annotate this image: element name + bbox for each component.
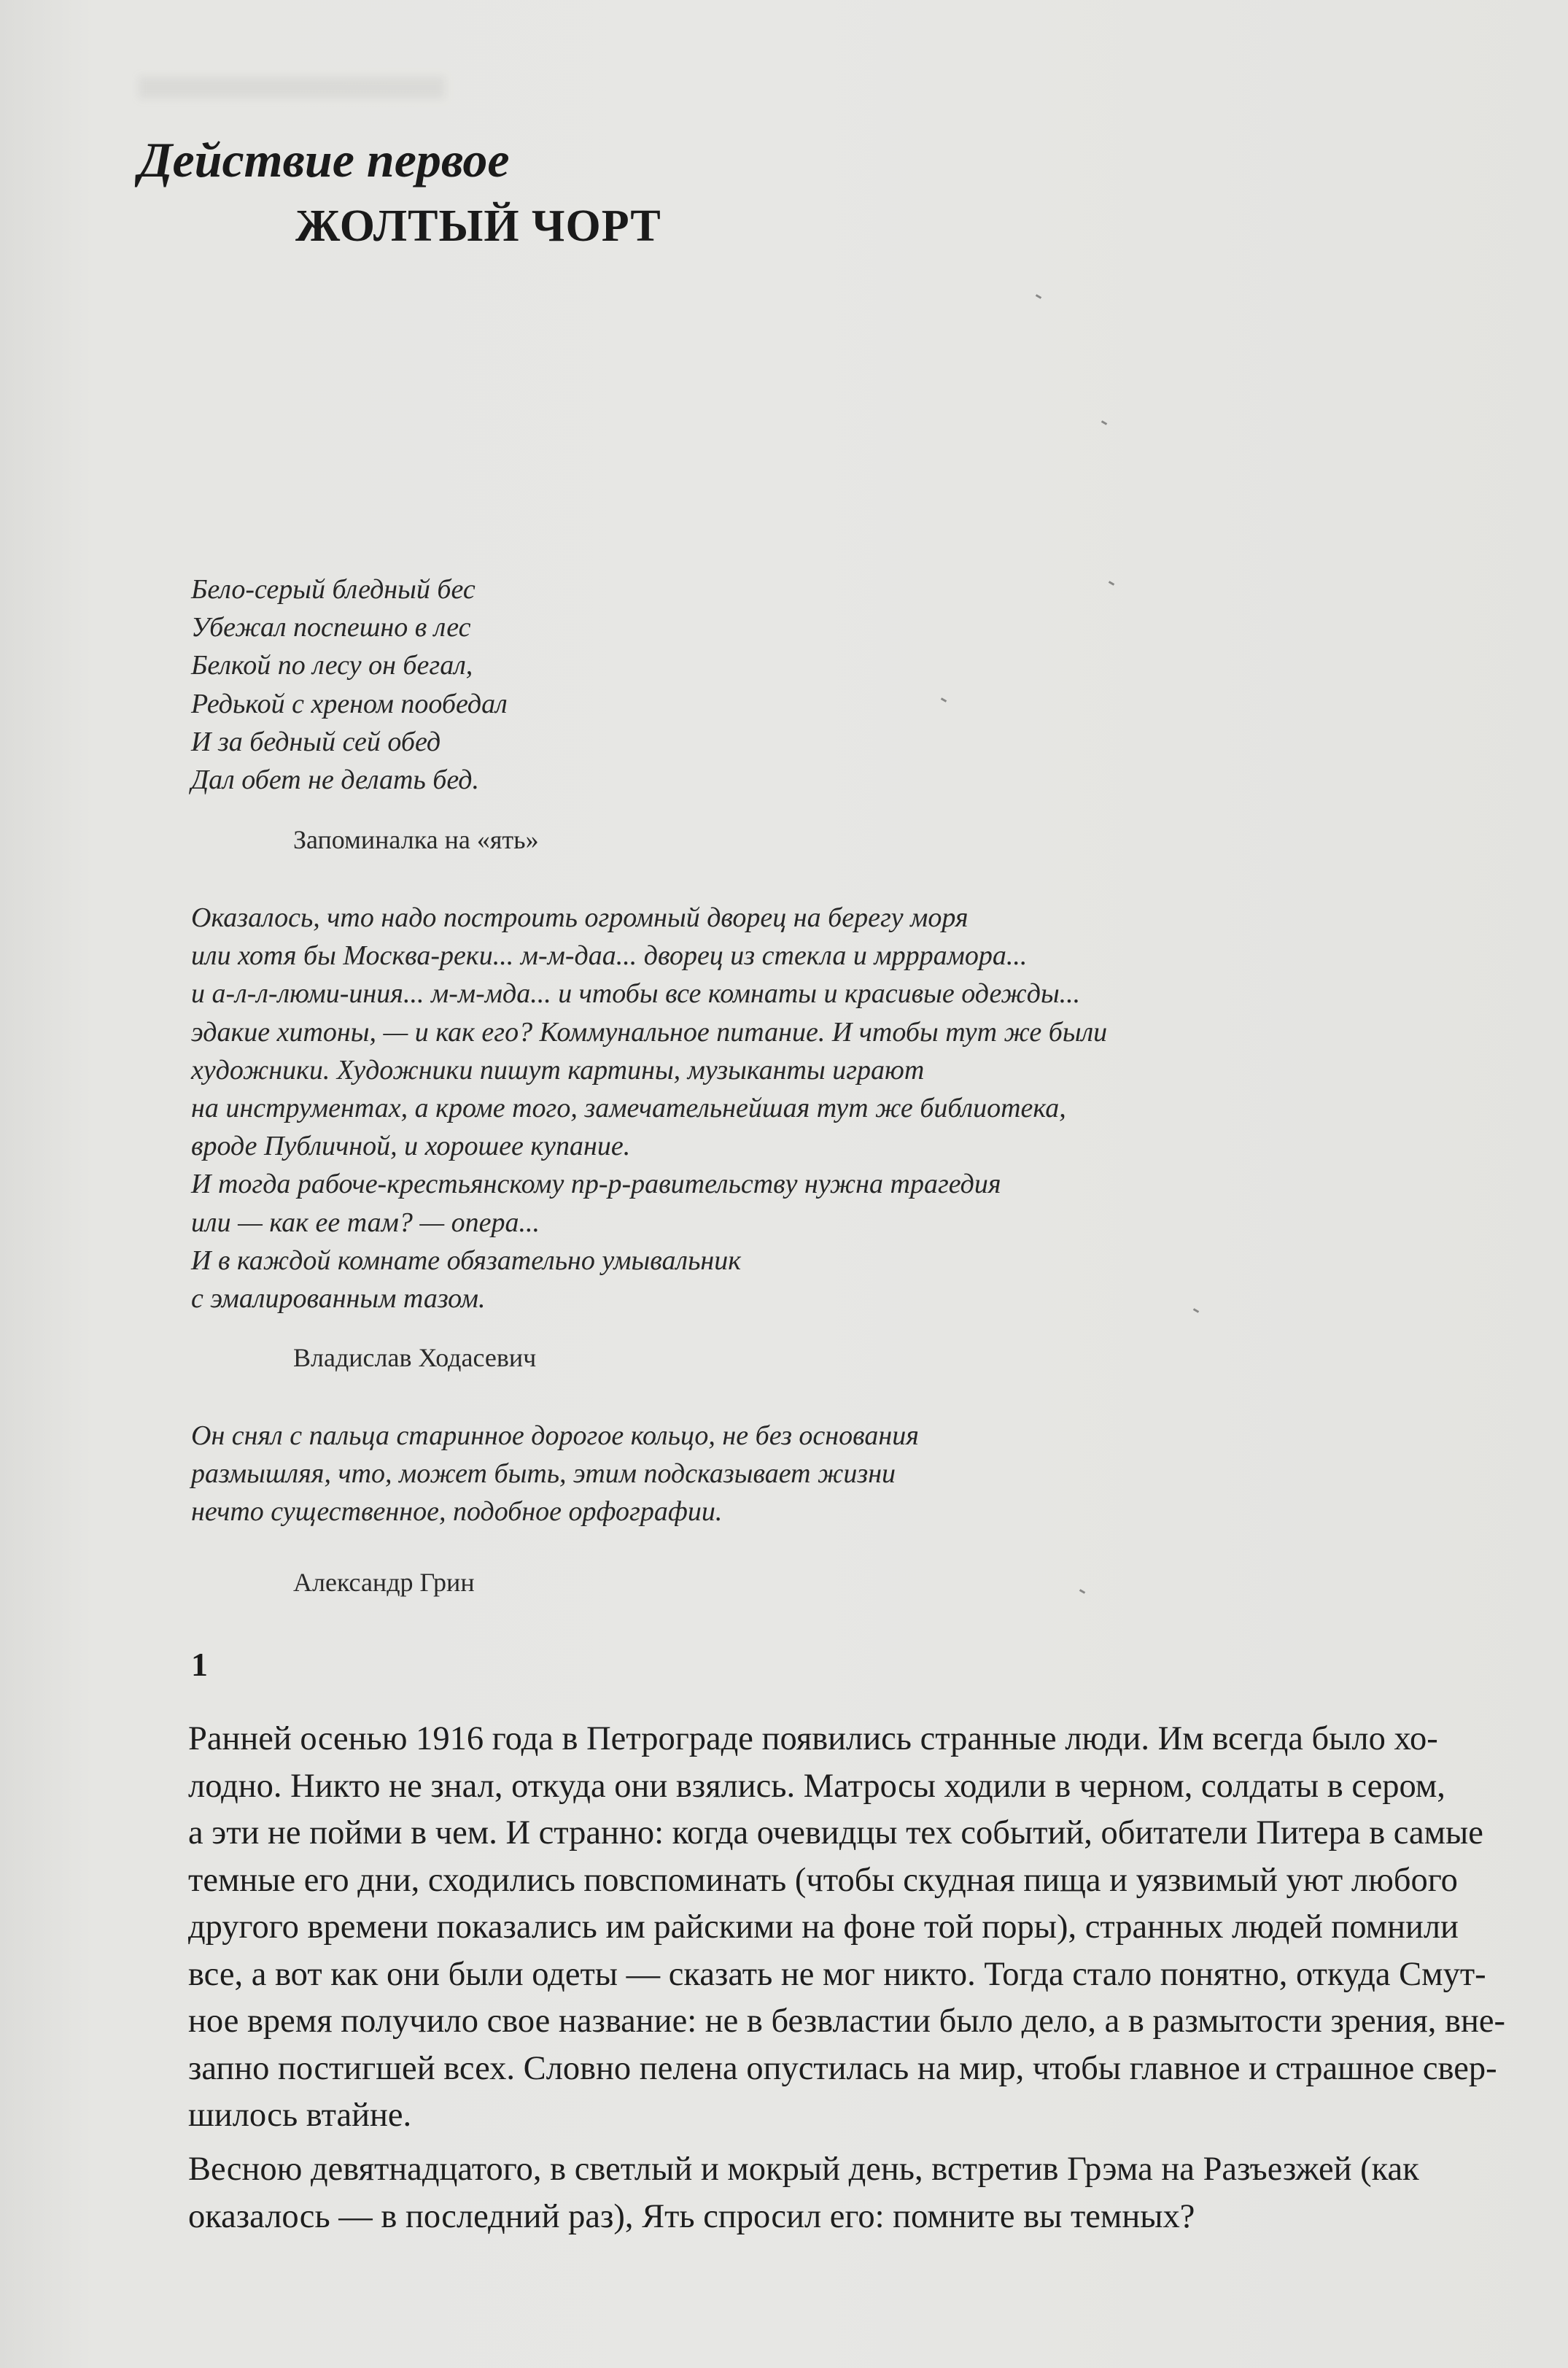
epigraph-line: художники. Художники пишут картины, музыканты играют (191, 1054, 925, 1086)
text-line: а эти не пойми в чем. И странно: когда очевидцы тех событий, обитатели Питера в самые (188, 1814, 1483, 1852)
epigraph-line: и а-л-л-люми-иния... м-м-мда... и чтобы все комнаты и красивые одежды... (191, 978, 1081, 1010)
text-line: шилось втайне. (188, 2097, 412, 2134)
epigraph-line: Дал обет не делать бед. (191, 765, 480, 796)
act-title: Действие первое (139, 132, 510, 187)
text-line: Весною девятнадцатого, в светлый и мокрый день, встретив Грэма на Разъезжей (как (188, 2151, 1419, 2188)
section-number: 1 (191, 1646, 208, 1683)
text-line: ное время получило свое название: не в безвластии было дело, а в размытости зрения, вне- (188, 2003, 1505, 2040)
scan-speck (1079, 1589, 1085, 1594)
text-line: темные его дни, сходились повспоминать (чтобы скудная пища и уязвимый уют любого (188, 1861, 1458, 1899)
epigraph-line: И за бедный сей обед (191, 726, 441, 757)
text-line: Ранней осенью 1916 года в Петрограде появились странные люди. Им всегда было хо- (188, 1720, 1438, 1757)
epigraph-poem (191, 570, 1285, 799)
scan-speck (1101, 420, 1107, 425)
epigraph-author: Запоминалка на «ять» (293, 825, 539, 854)
epigraph-grin (191, 1417, 1285, 1531)
text-line: оказалось — в последний раз), Ять спросил его: помните вы темных? (188, 2197, 1195, 2235)
text-line: все, а вот как они были одеты — сказать не мог никто. Тогда стало понятно, откуда Смут- (188, 1955, 1486, 1993)
epigraph-author: Владислав Ходасевич (293, 1343, 537, 1372)
epigraph-line: на инструментах, а кроме того, замечательнейшая тут же библиотека, (191, 1093, 1066, 1124)
text-line: лодно. Никто не знал, откуда они взялись. Матросы ходили в черном, солдаты в сером, (188, 1767, 1445, 1805)
epigraph-line: или — как ее там? — опера... (191, 1207, 540, 1238)
epigraph-line: размышляя, что, может быть, этим подсказывает жизни (191, 1458, 896, 1490)
epigraph-line: или хотя бы Москва-реки... м-м-даа... дворец из стекла и мрррамора... (191, 940, 1028, 972)
paragraph (188, 2146, 1510, 2240)
epigraph-line: Редькой с хреном пообедал (191, 688, 508, 719)
epigraph-line: Убежал поспешно в лес (191, 612, 471, 643)
epigraph-line: эдакие хитоны, — и как его? Коммунальное питание. И чтобы тут же были (191, 1016, 1108, 1048)
epigraph-line: И в каждой комнате обязательно умывальник (191, 1245, 741, 1276)
paragraph (188, 1716, 1510, 2140)
text-line: другого времени показались им райскими на фоне той поры), странных людей помнили (188, 1908, 1459, 1946)
epigraph-line: с эмалированным тазом. (191, 1283, 486, 1315)
epigraph-line: Он снял с пальца старинное дорогое кольцо, не без основания (191, 1420, 919, 1451)
chapter-title: ЖОЛТЫЙ ЧОРТ (295, 201, 661, 251)
faded-running-header (139, 77, 445, 98)
epigraph-line: нечто существенное, подобное орфографии. (191, 1496, 723, 1528)
text-line: запно постигшей всех. Словно пелена опустилась на мир, чтобы главное и страшное свер- (188, 2049, 1497, 2087)
scan-speck (1036, 294, 1041, 299)
epigraph-line: вроде Публичной, и хорошее купание. (191, 1131, 631, 1162)
epigraph-line: Оказалось, что надо построить огромный дворец на берегу моря (191, 902, 969, 933)
epigraph-line: И тогда рабоче-крестьянскому пр-р-равительству нужна трагедия (191, 1169, 1001, 1200)
epigraph-khodasevich (191, 899, 1285, 1318)
epigraph-line: Бело-серый бледный бес (191, 574, 476, 605)
epigraph-author: Александр Грин (293, 1568, 475, 1597)
epigraph-line: Белкой по лесу он бегал, (191, 650, 473, 681)
